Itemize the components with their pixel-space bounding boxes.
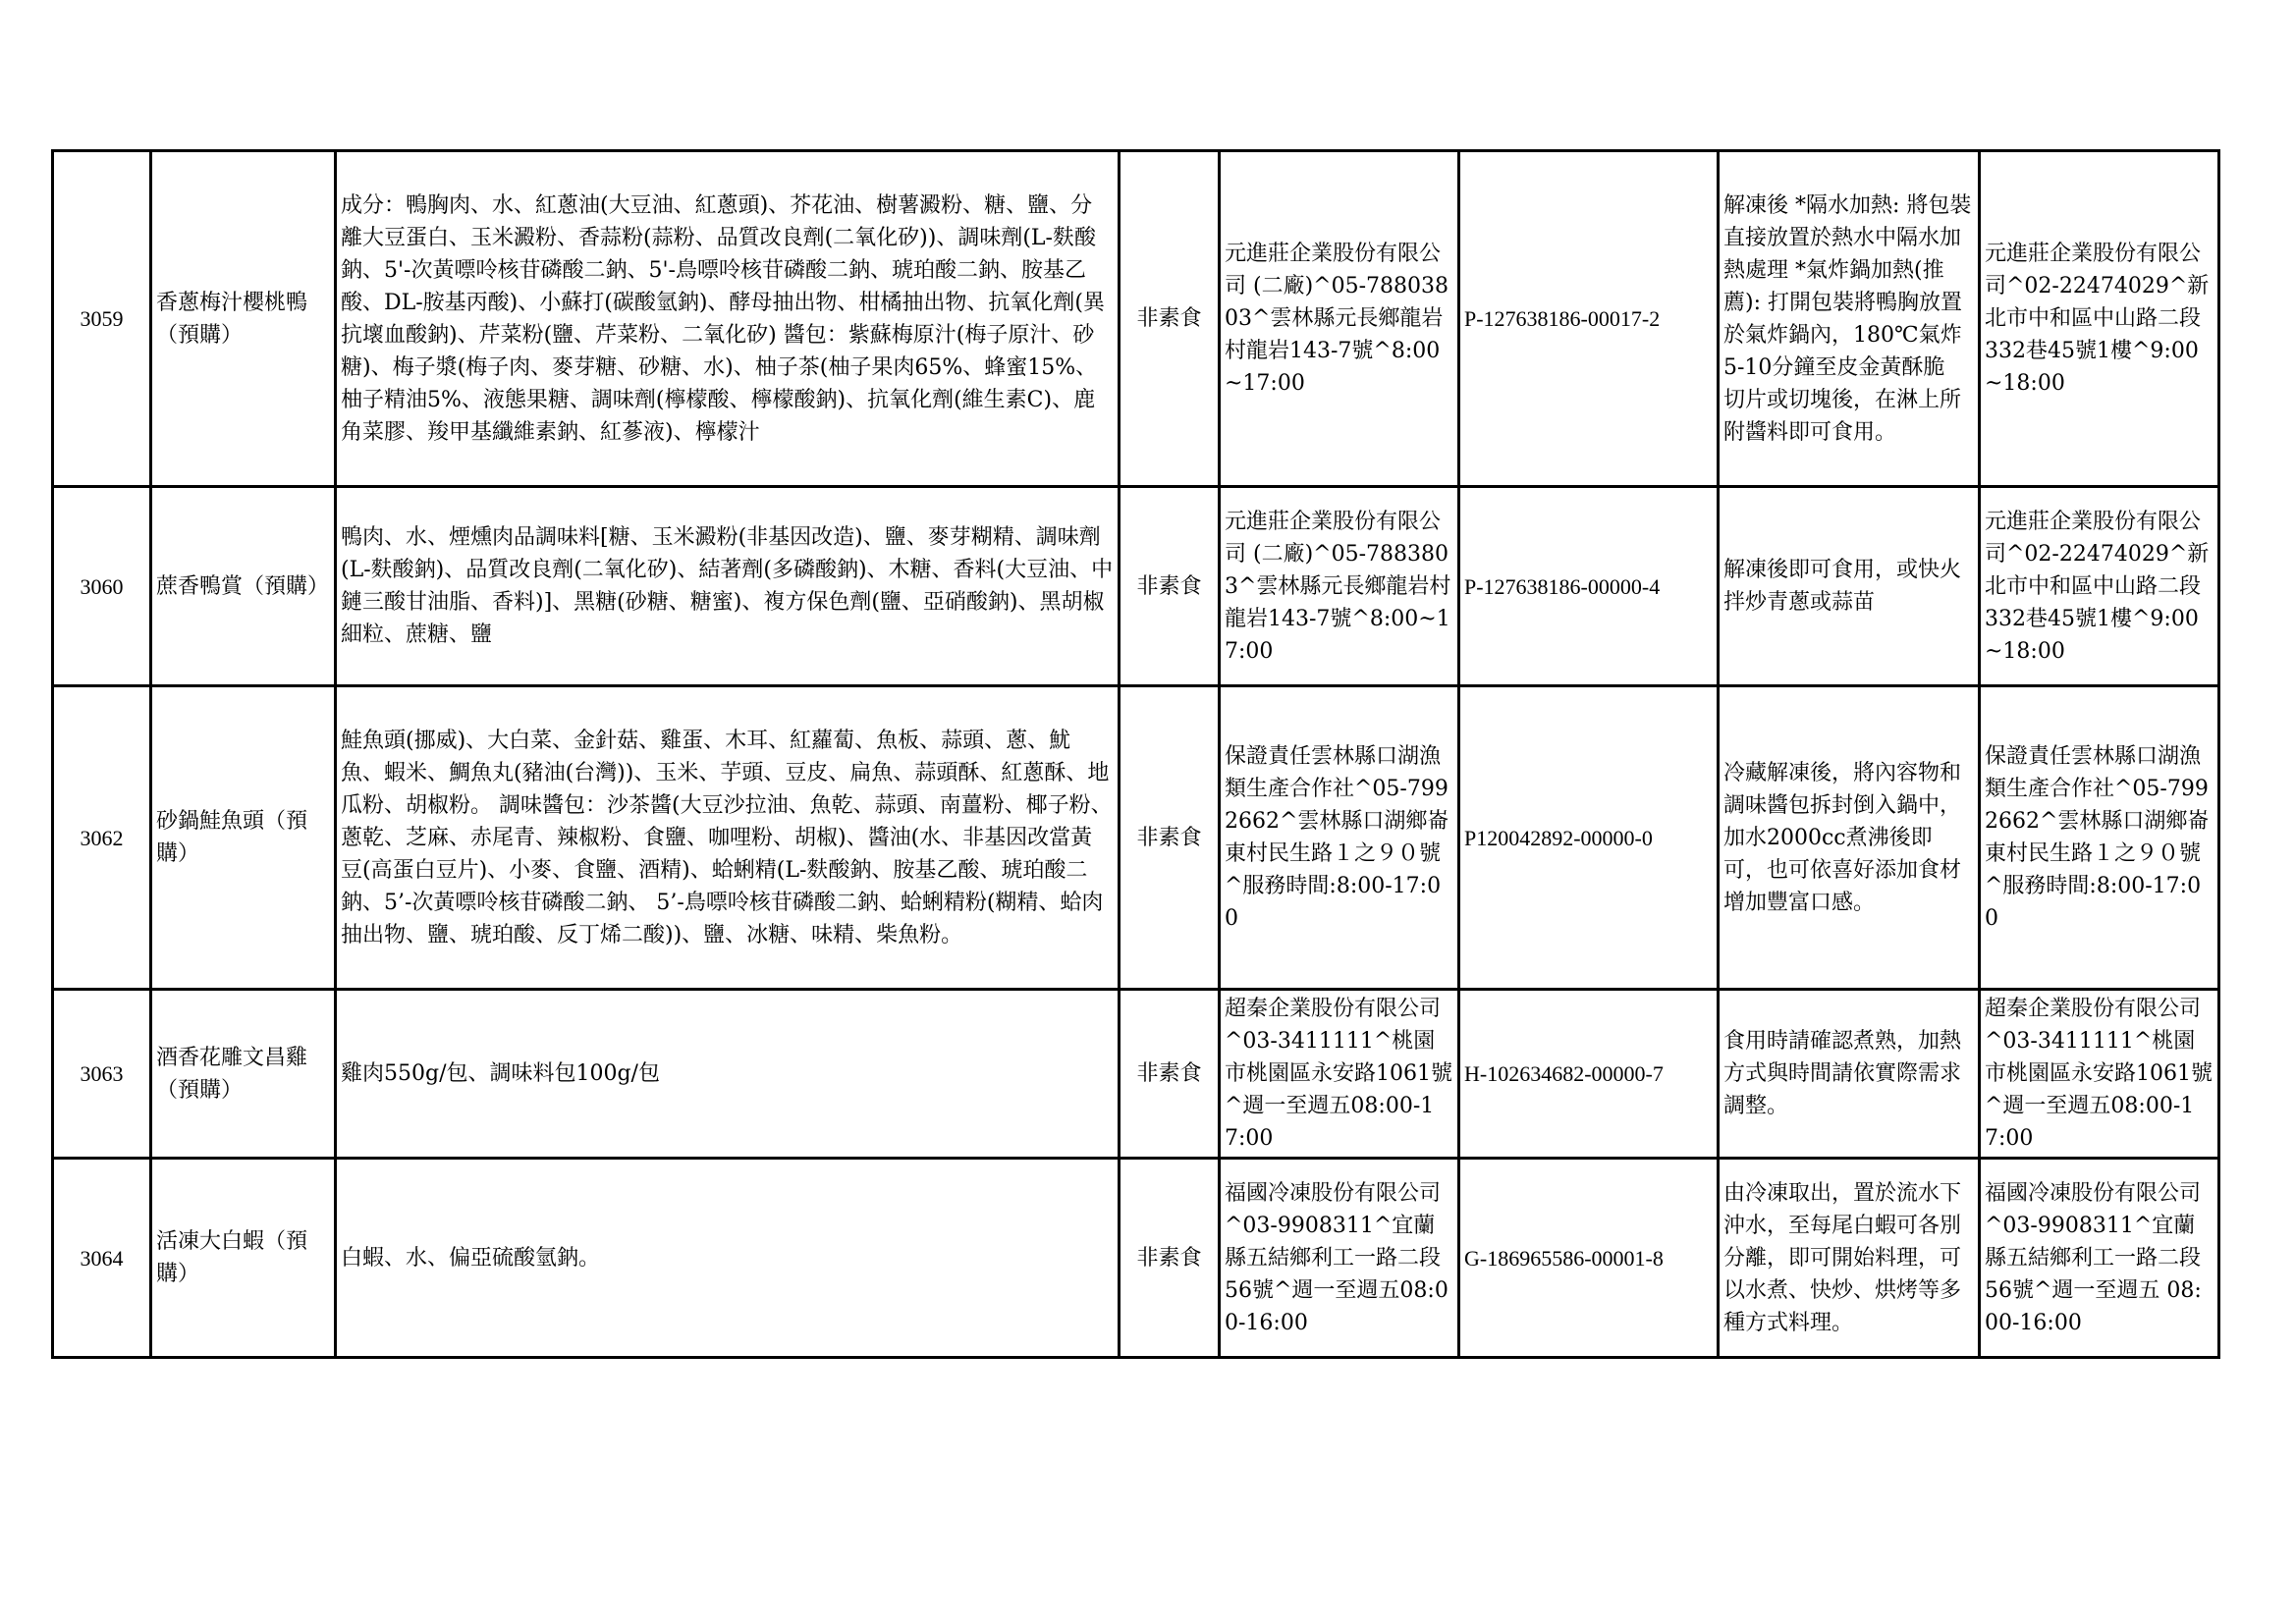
product-name: 活凍大白蝦（預購）: [151, 1159, 336, 1358]
manufacturer-info: 保證責任雲林縣口湖漁類生產合作社^05-7992662^雲林縣口湖鄉崙東村民生路１之９０號^服務時間:8:00-17:00: [1220, 686, 1459, 990]
product-name: 香蔥梅汁櫻桃鴨（預購）: [151, 151, 336, 487]
product-id: 3063: [53, 990, 151, 1159]
product-ingredients: 白蝦、水、偏亞硫酸氫鈉。: [336, 1159, 1120, 1358]
table-row: [53, 487, 2219, 686]
cooking-instructions: 解凍後即可食用，或快火拌炒青蔥或蒜苗: [1719, 487, 1980, 686]
manufacturer-info: 元進莊企業股份有限公司 (二廠)^05-7883803^雲林縣元長鄉龍岩村龍岩143-7號^8:00~17:00: [1220, 487, 1459, 686]
table-row: [53, 686, 2219, 990]
cooking-instructions: 食用時請確認煮熟，加熱方式與時間請依實際需求調整。: [1719, 990, 1980, 1159]
service-contact: 超秦企業股份有限公司^03-3411111^桃園市桃園區永安路1061號^週一至週五08:00-17:00: [1980, 990, 2219, 1159]
service-contact: 元進莊企業股份有限公司^02-22474029^新北市中和區中山路二段332巷45號1樓^9:00~18:00: [1980, 151, 2219, 487]
food-type: 非素食: [1120, 1159, 1220, 1358]
product-ingredients: 成分：鴨胸肉、水、紅蔥油(大豆油、紅蔥頭)、芥花油、樹薯澱粉、糖、鹽、分離大豆蛋白、玉米澱粉、香蒜粉(蒜粉、品質改良劑(二氧化矽))、調味劑(L-麩酸鈉、5'-次黃嘌呤核苷磷酸二鈉、5'-鳥嘌呤核苷磷酸二鈉、琥珀酸二鈉、胺基乙酸、DL-胺基丙酸)、小蘇打(碳酸氫鈉)、酵母抽出物、柑橘抽出物、抗氧化劑(異抗壞血酸鈉)、芹菜粉(鹽、芹菜粉、二氧化矽) 醬包：紫蘇梅原汁(梅子原汁、砂糖)、梅子漿(梅子肉、麥芽糖、砂糖、水)、柚子茶(柚子果肉65%、蜂蜜15%、柚子精油5%、液態果糖、調味劑(檸檬酸、檸檬酸鈉)、抗氧化劑(維生素C)、鹿角菜膠、羧甲基纖維素鈉、紅蔘液)、檸檬汁: [336, 151, 1120, 487]
table-row: [53, 990, 2219, 1159]
food-type: 非素食: [1120, 487, 1220, 686]
product-ingredients: 鮭魚頭(挪威)、大白菜、金針菇、雞蛋、木耳、紅蘿蔔、魚板、蒜頭、蔥、魷魚、蝦米、鯛魚丸(豬油(台灣))、玉米、芋頭、豆皮、扁魚、蒜頭酥、紅蔥酥、地瓜粉、胡椒粉。 調味醬包：沙茶醬(大豆沙拉油、魚乾、蒜頭、南薑粉、椰子粉、蔥乾、芝麻、赤尾青、辣椒粉、食鹽、咖哩粉、胡椒)、醬油(水、非基因改當黃豆(高蛋白豆片)、小麥、食鹽、酒精)、蛤蜊精(L-麩酸鈉、胺基乙酸、琥珀酸二鈉、5’-次黃嘌呤核苷磷酸二鈉、 5’-鳥嘌呤核苷磷酸二鈉、蛤蜊精粉(糊精、蛤肉抽出物、鹽、琥珀酸、反丁烯二酸))、鹽、冰糖、味精、柴魚粉。: [336, 686, 1120, 990]
registration-number: P-127638186-00000-4: [1459, 487, 1719, 686]
manufacturer-info: 福國冷凍股份有限公司^03-9908311^宜蘭縣五結鄉利工一路二段56號^週一至週五08:00-16:00: [1220, 1159, 1459, 1358]
product-id: 3060: [53, 487, 151, 686]
service-contact: 元進莊企業股份有限公司^02-22474029^新北市中和區中山路二段332巷45號1樓^9:00~18:00: [1980, 487, 2219, 686]
product-ingredients: 雞肉550g/包、調味料包100g/包: [336, 990, 1120, 1159]
manufacturer-info: 元進莊企業股份有限公司 (二廠)^05-78803803^雲林縣元長鄉龍岩村龍岩143-7號^8:00~17:00: [1220, 151, 1459, 487]
food-type: 非素食: [1120, 151, 1220, 487]
cooking-instructions: 解凍後 *隔水加熱: 將包裝直接放置於熱水中隔水加熱處理 *氣炸鍋加熱(推薦): 打開包裝將鴨胸放置於氣炸鍋內，180℃氣炸5-10分鐘至皮金黃酥脆 切片或切塊後，在淋上所附醬料即可食用。: [1719, 151, 1980, 487]
food-type: 非素食: [1120, 686, 1220, 990]
product-id: 3064: [53, 1159, 151, 1358]
product-id: 3059: [53, 151, 151, 487]
registration-number: G-186965586-00001-8: [1459, 1159, 1719, 1358]
product-name: 蔗香鴨賞（預購）: [151, 487, 336, 686]
food-type: 非素食: [1120, 990, 1220, 1159]
registration-number: H-102634682-00000-7: [1459, 990, 1719, 1159]
manufacturer-info: 超秦企業股份有限公司^03-3411111^桃園市桃園區永安路1061號^週一至週五08:00-17:00: [1220, 990, 1459, 1159]
cooking-instructions: 冷藏解凍後，將內容物和調味醬包拆封倒入鍋中，加水2000cc煮沸後即可，也可依喜好添加食材增加豐富口感。: [1719, 686, 1980, 990]
table-row: [53, 1159, 2219, 1358]
registration-number: P120042892-00000-0: [1459, 686, 1719, 990]
product-table: [51, 149, 2220, 1359]
cooking-instructions: 由冷凍取出，置於流水下沖水，至每尾白蝦可各別分離，即可開始料理，可以水煮、快炒、烘烤等多種方式料理。: [1719, 1159, 1980, 1358]
product-ingredients: 鴨肉、水、煙燻肉品調味料[糖、玉米澱粉(非基因改造)、鹽、麥芽糊精、調味劑(L-麩酸鈉)、品質改良劑(二氧化矽)、結著劑(多磷酸鈉)、木糖、香料(大豆油、中鏈三酸甘油脂、香料)]、黑糖(砂糖、糖蜜)、複方保色劑(鹽、亞硝酸鈉)、黑胡椒細粒、蔗糖、鹽: [336, 487, 1120, 686]
product-name: 砂鍋鮭魚頭（預購）: [151, 686, 336, 990]
registration-number: P-127638186-00017-2: [1459, 151, 1719, 487]
product-id: 3062: [53, 686, 151, 990]
product-name: 酒香花雕文昌雞（預購）: [151, 990, 336, 1159]
service-contact: 福國冷凍股份有限公司^03-9908311^宜蘭縣五結鄉利工一路二段56號^週一至週五 08:00-16:00: [1980, 1159, 2219, 1358]
service-contact: 保證責任雲林縣口湖漁類生產合作社^05-7992662^雲林縣口湖鄉崙東村民生路１之９０號^服務時間:8:00-17:00: [1980, 686, 2219, 990]
table-row: [53, 151, 2219, 487]
